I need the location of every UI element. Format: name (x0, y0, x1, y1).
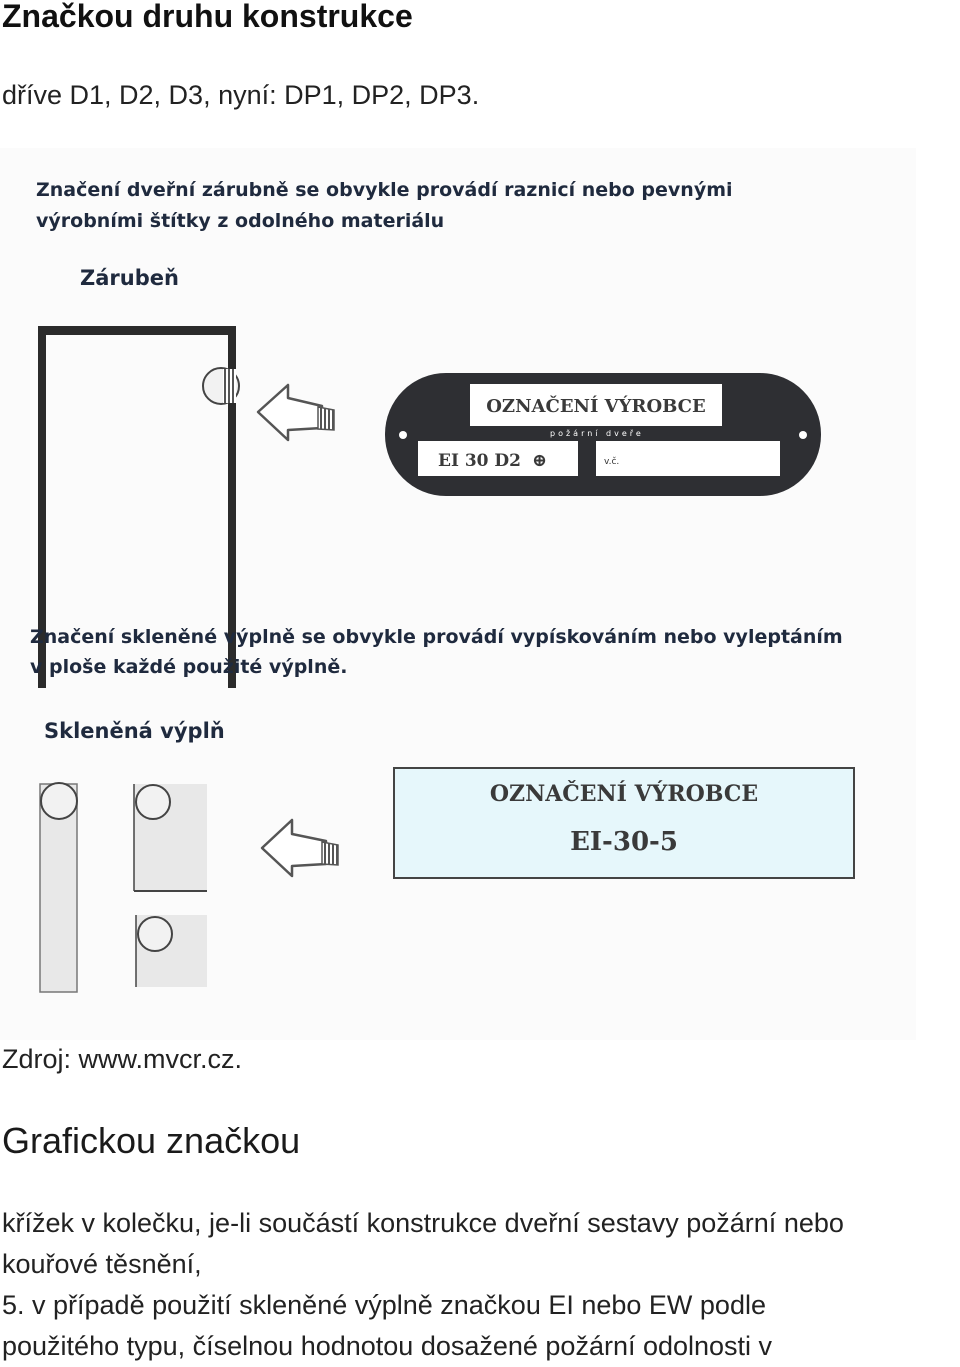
body-line: kouřové těsnění, (2, 1249, 202, 1279)
body-line: 5. v případě použití skleněné výplně značkou EI nebo EW podle (2, 1290, 766, 1320)
frame-caption-line-1: Značení dveřní zárubně se obvykle provádí raznicí nebo pevnými (36, 179, 733, 201)
manufacturer-plate-metal (385, 373, 821, 496)
page-heading: Značkou druhu konstrukce (2, 0, 413, 34)
frame-label: Zárubeň (80, 266, 179, 290)
plate1-rating: EI 30 D2 (438, 451, 521, 471)
glass-label: Skleněná výplň (44, 719, 225, 743)
plate2-maker-text: OZNAČENÍ VÝROBCE (489, 781, 759, 807)
body-line: použitého typu, číselnou hodnotou dosažené požární odolnosti v (2, 1331, 773, 1361)
plate1-serial: v.č. (604, 457, 620, 467)
frame-caption-line-2: výrobními štítky z odolného materiálu (36, 210, 445, 232)
arrow-icon (262, 820, 338, 876)
marking-figure (0, 148, 916, 1040)
glass-caption-line-1: Značení skleněné výplně se obvykle provádí vypískováním nebo vyleptáním (30, 626, 843, 648)
section-subheading: Grafickou značkou (2, 1120, 301, 1161)
plate1-subline: požární dveře (550, 429, 644, 438)
plate1-symbol-icon: ⊕ (532, 450, 548, 471)
source-line: Zdroj: www.mvcr.cz. (2, 1044, 243, 1074)
intro-paragraph: dříve D1, D2, D3, nyní: DP1, DP2, DP3. (2, 80, 480, 110)
body-paragraph (2, 1203, 960, 1367)
plate1-maker-text: OZNAČENÍ VÝROBCE (486, 396, 706, 417)
plate2-rating: EI-30-5 (570, 827, 678, 857)
arrow-icon (258, 385, 334, 440)
manufacturer-plate-glass (394, 768, 854, 878)
glass-caption-line-2: v ploše každé použité výplně. (30, 656, 348, 678)
body-line: křížek v kolečku, je-li součástí konstrukce dveřní sestavy požární nebo (2, 1208, 844, 1238)
glass-panes-drawing (40, 783, 207, 992)
